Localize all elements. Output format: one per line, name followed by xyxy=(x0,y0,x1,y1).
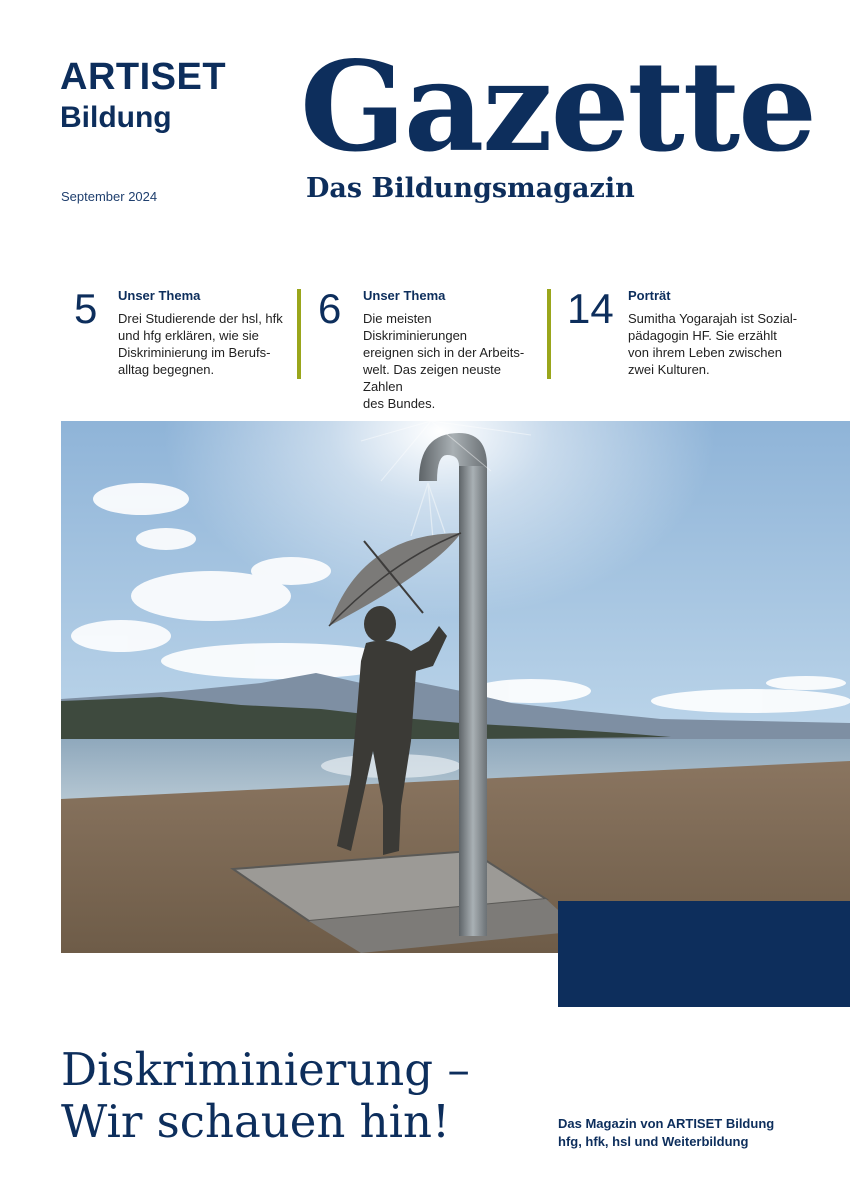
issue-date: September 2024 xyxy=(61,189,158,204)
logo-artiset: ARTISET xyxy=(60,56,227,98)
cover-headline xyxy=(61,1044,470,1148)
toc-page-number: 14 xyxy=(567,285,614,332)
toc-entry[interactable] xyxy=(0,286,300,386)
toc-page-number: 5 xyxy=(74,285,98,332)
toc-description: Die meisten Diskriminierungen ereignen sich in der Arbeits- welt. Das zeigen neuste Zahlen des Bundes. xyxy=(363,311,525,411)
headline-line: Wir schauen hin! xyxy=(61,1095,451,1148)
toc-category: Unser Thema xyxy=(363,288,446,303)
publisher-schools-line: hfg, hfk, hsl und Weiterbildung xyxy=(558,1134,749,1149)
toc-entry[interactable] xyxy=(550,286,810,386)
cover-photo xyxy=(61,421,850,953)
navy-accent-block xyxy=(558,901,850,1007)
toc-page-number: 6 xyxy=(318,285,342,332)
toc-category: Porträt xyxy=(628,288,671,303)
toc-entry[interactable] xyxy=(300,285,550,411)
masthead-subtitle: Das Bildungsmagazin xyxy=(306,173,635,204)
toc-description: Drei Studierende der hsl, hfk und hfg erklären, wie sie Diskriminierung im Berufs- alltag begegnen. xyxy=(118,311,283,377)
masthead-title: Gazette xyxy=(300,35,815,180)
magazine-publisher-note xyxy=(558,1115,774,1151)
headline-line: Diskriminierung – xyxy=(61,1043,470,1096)
logo-bildung: Bildung xyxy=(60,101,172,134)
toc-category: Unser Thema xyxy=(118,288,201,303)
toc-description: Sumitha Yogarajah ist Sozial- pädagogin HF. Sie erzählt von ihrem Leben zwischen zwei Kulturen. xyxy=(628,311,798,377)
publisher-line: Das Magazin von ARTISET Bildung xyxy=(558,1116,775,1131)
